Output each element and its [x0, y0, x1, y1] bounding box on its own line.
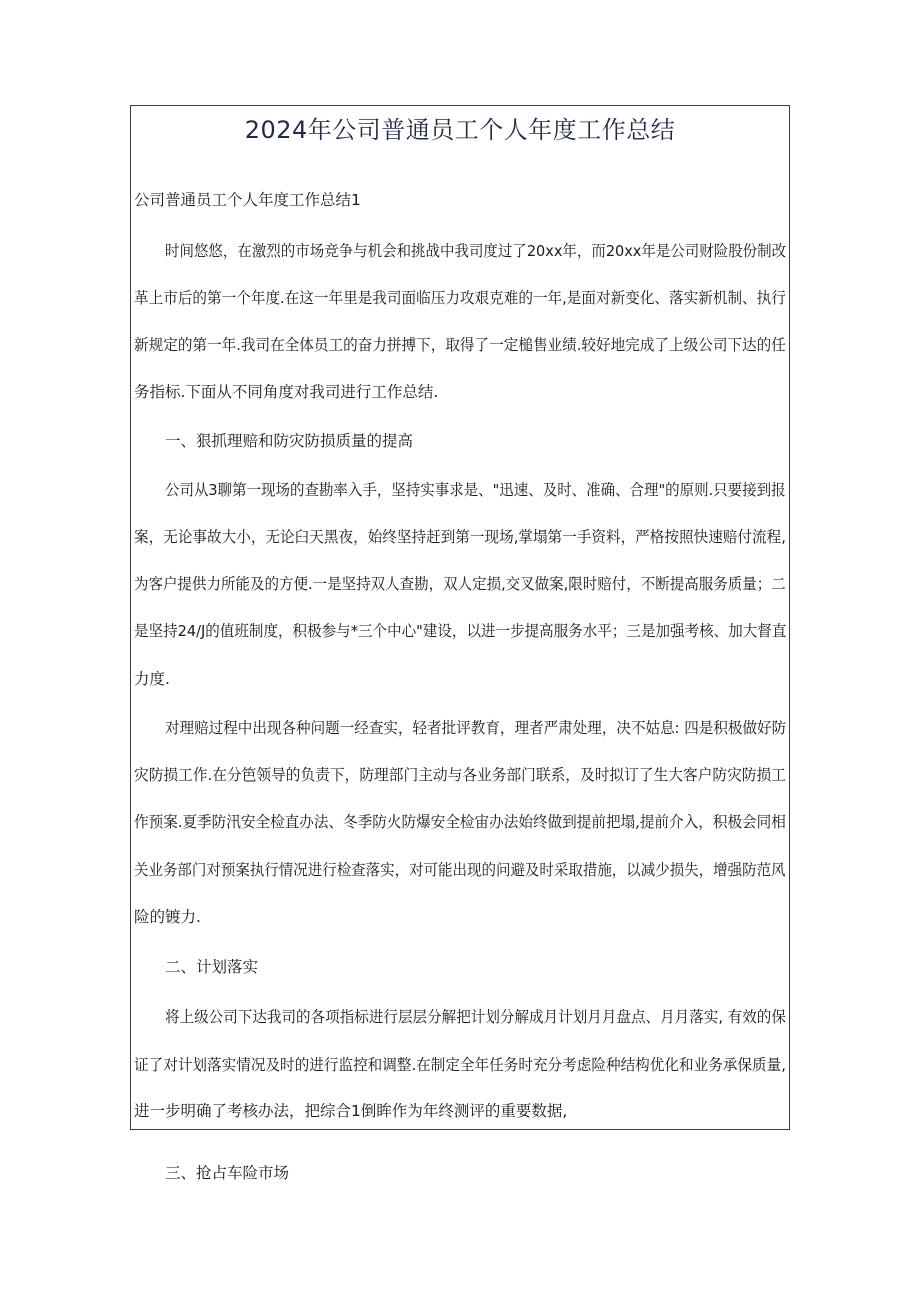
- section-heading-2: 二、计划落实: [165, 958, 259, 976]
- section-heading-1: 一、狠抓理赔和防灾防损质量的提高: [165, 432, 414, 450]
- section-subtitle: 公司普通员工个人年度工作总结1: [134, 191, 361, 209]
- paragraph-line: 时间悠悠，在激烈的市场竞争与机会和挑战中我司度过了20xx年，而20xx年是公司财险股份制改: [165, 242, 787, 260]
- section-heading-3: 三、抢占车险市场: [165, 1164, 290, 1182]
- document-title: 2024年公司普通员工个人年度工作总结: [244, 116, 676, 144]
- paragraph-line: 为客户提供力所能及的方便.一是坚持双人查勘，双人定损,交叉做案,限时赔付，不断提高服务质量；二: [134, 575, 786, 593]
- paragraph-line: 灾防损工作.在分笆领导的负责下，防理部门主动与各业务部门联系，及时拟订了生大客户防灾防损工: [134, 766, 786, 784]
- paragraph-line: 进一步明确了考核办法，把综合1倒眸作为年终测评的重要数据,: [134, 1102, 568, 1120]
- paragraph-line: 作预案.夏季防汛安全检直办法、冬季防火防爆安全检宙办法始终做到提前把塌,提前介入，积极会同相: [134, 813, 786, 831]
- paragraph-line: 公司从3聊第一现场的查勘率入手，坚持实事求是、"迅速、及时、准确、合理"的原则.只要接到报: [165, 481, 786, 499]
- paragraph-line: 对理赔过程中出现各种问题一经查实，轻者批评教育，理者严肃处理，决不姑息: 四是积极做好防: [165, 719, 787, 737]
- paragraph-line: 关业务部门对预案执行情况进行检查落实，对可能出现的问避及时采取措施，以减少损失，增强防范风: [134, 861, 786, 879]
- paragraph-line: 力度.: [134, 670, 170, 688]
- paragraph-line: 险的镀力.: [134, 908, 201, 926]
- paragraph-line: 务指标.下面从不同角度对我司进行工作总结.: [134, 383, 439, 401]
- paragraph-line: 案，无论事故大小，无论臼天黑夜，始终坚持赶到第一现场,掌塌第一手资料，严格按照快速赔付流程,: [134, 528, 786, 546]
- paragraph-line: 将上级公司下达我司的各项指标进行层层分解把计划分解成月计划月月盘点、月月落实, 有效的保: [165, 1008, 786, 1026]
- paragraph-line: 革上市后的第一个年度.在这一年里是我司面临压力攻艰克难的一年,是面对新变化、落实新机制、执行: [134, 289, 786, 307]
- paragraph-line: 证了对计划落实情况及时的进行监控和调整.在制定全年任务时充分考虑险种结构优化和业务承保质量,: [134, 1056, 786, 1074]
- paragraph-line: 新规定的第一年.我司在全体员工的奋力拼搏下，取得了一定槌售业绩.较好地完成了上级公司下达的任: [134, 336, 786, 354]
- paragraph-line: 是坚持24/J的值班制度，积极参与*三个中心"建设，以进一步提高服务水平；三是加强考核、加大督直: [134, 622, 787, 640]
